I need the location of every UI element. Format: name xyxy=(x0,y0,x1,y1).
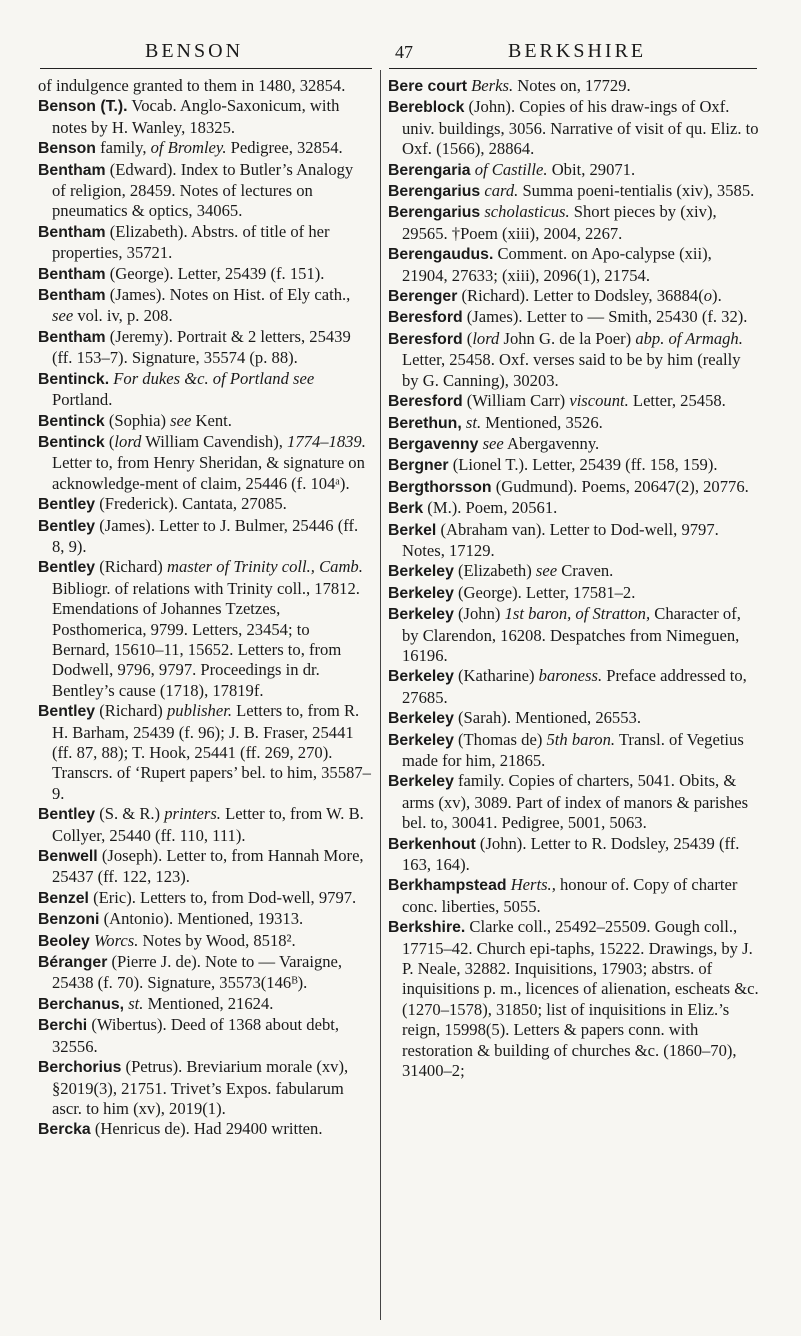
entry-text: Craven. xyxy=(557,561,614,581)
index-entry xyxy=(38,494,371,515)
index-entry xyxy=(38,909,371,930)
entry-text: baroness. xyxy=(538,666,603,686)
index-entry xyxy=(388,160,760,181)
entry-text: Short pieces by (xiv), 29565. †Poem (xiii), 2004, 2267. xyxy=(402,202,717,243)
entry-headword: Berkshire. xyxy=(388,919,466,937)
entry-text: abp. of Armagh. xyxy=(635,328,743,348)
entry-text: (Antonio). Mentioned, 19313. xyxy=(99,909,304,929)
entry-text: see xyxy=(52,306,74,326)
entry-text: Character of, by Clarendon, 16208. Despatches from Nimeguen, 16196. xyxy=(402,604,741,665)
entry-text: of Bromley. xyxy=(150,138,227,158)
right-column xyxy=(388,76,760,1082)
index-entry xyxy=(38,138,371,159)
index-entry xyxy=(38,369,371,411)
entry-text: ( xyxy=(104,431,115,451)
entry-text: lord xyxy=(472,328,500,348)
entry-text: publisher. xyxy=(166,701,232,721)
entry-text: (Eric). Letters to, from Dod-well, 9797. xyxy=(88,887,357,907)
entry-text: Transl. of Vegetius made for him, 21865. xyxy=(402,729,744,770)
entry-text: scholasticus. xyxy=(484,202,570,222)
entry-text: (Petrus). Breviarium morale (xv), §2019(3), 21751. Trivet’s Expos. fabularum ascr. to him (xv), 2019(1). xyxy=(52,1057,349,1118)
index-entry xyxy=(388,181,760,202)
index-entry xyxy=(38,1015,371,1057)
index-entry xyxy=(388,771,760,833)
entry-text: card. xyxy=(484,181,519,201)
entry-text: see xyxy=(482,433,504,453)
entry-text: Herts., xyxy=(510,875,556,895)
entry-text: see xyxy=(170,410,192,430)
header-rule-right xyxy=(389,68,757,69)
index-entry xyxy=(388,561,760,582)
header-left-word: BENSON xyxy=(145,40,244,62)
entry-headword: Berkeley xyxy=(388,563,454,581)
index-entry xyxy=(38,516,371,558)
entry-text: (Edward). Index to Butler’s Analogy of religion, 28459. Notes of lectures on pneumatics & optics, 34065. xyxy=(52,159,354,221)
index-entry xyxy=(38,557,371,701)
index-entry xyxy=(38,701,371,804)
entry-text: (Elizabeth) xyxy=(453,561,536,581)
entry-text: (S. & R.) xyxy=(95,804,165,824)
index-entry xyxy=(388,520,760,562)
entry-text: (Abraham van). Letter to Dod-well, 9797. Notes, 17129. xyxy=(402,519,719,560)
entry-headword: Berchi xyxy=(38,1017,88,1035)
entry-text: vol. iv, p. 208. xyxy=(73,306,173,326)
entry-text: Mentioned, 21624. xyxy=(143,993,274,1013)
index-entry xyxy=(38,888,371,909)
entry-text: (Jeremy). Portrait & 2 letters, 25439 (ff. 153–7). Signature, 35574 (p. 88). xyxy=(52,326,351,368)
entry-text: (Elizabeth). Abstrs. of title of her properties, 35721. xyxy=(52,221,330,263)
entry-text: (John) xyxy=(453,604,505,624)
index-entry xyxy=(388,202,760,244)
entry-headword: Bergner xyxy=(388,457,449,475)
entry-text: (James). Notes on Hist. of Ely cath., xyxy=(105,285,351,305)
index-entry xyxy=(38,327,371,369)
entry-text: (William Carr) xyxy=(462,391,570,411)
entry-text: Preface addressed to, 27685. xyxy=(402,666,747,707)
index-entry xyxy=(38,994,371,1015)
entry-headword: Berkeley xyxy=(388,731,454,749)
entry-headword: Bere court xyxy=(388,78,468,95)
entry-headword: Berkel xyxy=(388,521,437,539)
entry-headword: Berk xyxy=(388,500,424,518)
entry-text: of Castille. xyxy=(474,159,548,179)
entry-headword: Berengarius xyxy=(388,204,481,222)
entry-headword: Bentley xyxy=(38,496,96,514)
index-entry xyxy=(38,222,371,264)
entry-headword: Bentham xyxy=(38,223,106,241)
entry-text: Vocab. Anglo-Saxonicum, with notes by H. Wanley, 18325. xyxy=(52,96,340,137)
entry-text: Kent. xyxy=(191,410,232,430)
entry-headword: Béranger xyxy=(38,954,108,972)
index-entry xyxy=(38,432,371,494)
entry-headword: Bercka xyxy=(38,1121,91,1139)
entry-headword: Berengarius xyxy=(388,183,481,201)
entry-headword: Beresford xyxy=(388,330,463,348)
entry-text: Notes on, 17729. xyxy=(513,76,631,95)
index-entry xyxy=(388,604,760,666)
entry-text: o xyxy=(703,286,713,306)
index-entry xyxy=(388,498,760,519)
entry-headword: Bentinck xyxy=(38,412,105,430)
entry-text: st. xyxy=(128,993,144,1013)
entry-text: Comment. on Apo-calypse (xii), 21904, 27633; (xiii), 2096(1), 21754. xyxy=(402,244,712,285)
entry-text: (Sarah). Mentioned, 26553. xyxy=(453,708,641,728)
index-entry xyxy=(38,1119,371,1140)
entry-headword: Benson xyxy=(38,140,96,158)
index-entry xyxy=(388,286,760,307)
entry-text: (Wibertus). Deed of 1368 about debt, 32556. xyxy=(52,1015,340,1056)
entry-text: (Gudmund). Poems, 20647(2), 20776. xyxy=(491,476,749,496)
entry-text: Summa poeni-tentialis (xiv), 3585. xyxy=(518,181,755,201)
index-entry xyxy=(388,917,760,1081)
entry-headword: Berkenhout xyxy=(388,835,476,853)
page-number: 47 xyxy=(395,42,413,62)
entry-text: 1st baron, of Stratton, xyxy=(504,604,651,624)
entry-headword: Berkeley xyxy=(388,668,454,686)
entry-text: Worcs. xyxy=(93,930,139,950)
entry-headword: Bentham xyxy=(38,161,106,179)
entry-text: viscount. xyxy=(569,391,629,411)
index-entry xyxy=(388,413,760,434)
entry-text: 5th baron. xyxy=(546,729,616,749)
entry-headword: Benzel xyxy=(38,889,89,907)
entry-text: Letter, 25458. xyxy=(628,391,726,411)
entry-text: ). xyxy=(712,286,722,306)
entry-headword: Berchorius xyxy=(38,1059,122,1077)
entry-text: 1774–1839. xyxy=(287,431,366,451)
entry-headword: Berengaudus. xyxy=(388,246,494,264)
entry-headword: Berkeley xyxy=(388,773,454,791)
entry-headword: Bentham xyxy=(38,287,106,305)
entry-headword: Berkeley xyxy=(388,584,454,602)
index-entry xyxy=(388,329,760,391)
entry-text: of indulgence granted to them in 1480, 32854. xyxy=(38,76,346,95)
entry-headword: Bentham xyxy=(38,328,106,346)
entry-text: printers. xyxy=(164,804,221,824)
entry-text: (Sophia) xyxy=(104,410,171,430)
entry-headword: Berkeley xyxy=(388,710,454,728)
entry-text: (Henricus de). Had 29400 written. xyxy=(90,1119,323,1139)
entry-text: (John). Letter to R. Dodsley, 25439 (ff. 163, 164). xyxy=(402,833,740,875)
entry-text: Letters to, from R. H. Barham, 25439 (f. 96); J. B. Fraser, 25441 (ff. 87, 88); T. Hook, 25441 (ff. 269, 270). Transcrs. of ‘Rupert papers’ bel. to him, 35587–9. xyxy=(52,701,371,803)
entry-text: (George). Letter, 25439 (f. 151). xyxy=(105,263,325,283)
index-entry xyxy=(388,477,760,498)
running-header xyxy=(0,40,801,68)
index-entry xyxy=(388,244,760,286)
entry-text: John G. de la Poer) xyxy=(499,328,636,348)
entry-headword: Benzoni xyxy=(38,911,100,929)
index-entry xyxy=(388,455,760,476)
entry-headword: Beresford xyxy=(388,309,463,327)
index-entry xyxy=(388,583,760,604)
entry-text: see xyxy=(535,561,558,581)
entry-headword: Bentley xyxy=(38,806,96,824)
entry-text: Berks. xyxy=(471,76,514,95)
index-entry xyxy=(388,730,760,772)
entry-headword: Berkeley xyxy=(388,606,454,624)
entry-headword: Bentley xyxy=(38,517,96,535)
entry-headword: Benwell xyxy=(38,848,98,866)
entry-headword: Bentham xyxy=(38,265,106,283)
index-entry xyxy=(388,76,760,97)
entry-text: (John). Copies of his draw-ings of Oxf. univ. buildings, 3056. Narrative of visit of qu. Eliz. to Oxf. (1566), 28864. xyxy=(402,97,759,159)
entry-text: (Joseph). Letter to, from Hannah More, 25437 (ff. 122, 123). xyxy=(52,846,364,887)
entry-text: Pedigree, 32854. xyxy=(226,138,343,158)
entry-text: (Lionel T.). Letter, 25439 (ff. 158, 159). xyxy=(448,455,718,475)
entry-headword: Beoley xyxy=(38,932,90,950)
header-right-word: BERKSHIRE xyxy=(508,40,647,62)
entry-headword: Berethun, xyxy=(388,414,462,432)
entry-text: Letter to, from W. B. Collyer, 25440 (ff. 110, 111). xyxy=(52,804,364,845)
entry-text: (James). Letter to — Smith, 25430 (f. 32). xyxy=(462,307,748,327)
index-entry xyxy=(38,411,371,432)
entry-text: (Richard) xyxy=(95,557,167,577)
index-entry xyxy=(38,264,371,285)
entry-text: Letter, 25458. Oxf. verses said to be by him (really by G. Canning), 30203. xyxy=(402,350,741,390)
entry-text: Letter to, from Henry Sheridan, & signature on acknowledge-ment of claim, 25446 (f. 104ᵃ). xyxy=(52,453,365,493)
entry-text: (Katharine) xyxy=(453,666,539,686)
header-rule-left xyxy=(40,68,372,69)
entry-text: (Richard). Letter to Dodsley, 36884( xyxy=(457,286,704,306)
entry-text: Mentioned, 3526. xyxy=(481,412,603,432)
entry-headword: Bereblock xyxy=(388,99,465,117)
entry-text: For dukes &c. of Portland see xyxy=(113,368,315,388)
entry-text: Notes by Wood, 8518². xyxy=(138,930,296,950)
entry-headword: Berengaria xyxy=(388,161,471,179)
left-column xyxy=(38,76,371,1141)
entry-text: (Pierre J. de). Note to — Varaigne, 25438 (f. 70). Signature, 35573(146ᴮ). xyxy=(52,952,343,993)
index-entry xyxy=(38,160,371,222)
index-entry xyxy=(388,708,760,729)
entry-text: Clarke coll., 25492–25509. Gough coll., 17715–42. Church epi-taphs, 15222. Drawings, by J. P. Neale, 32882. Inquisitions, 17903; abstrs. of inquisitions p. m., licences of alienation, escheats &c. (1270–1578), 31850; list of inquisitions in Eliz.’s reign, 15998(5). Letters & papers conn. with restoration & building of churches &c. (1860–70), 31400–2; xyxy=(402,917,759,1081)
entry-text: Portland. xyxy=(52,390,113,410)
index-entry xyxy=(388,391,760,412)
index-entry xyxy=(38,1057,371,1119)
entry-text: (Richard) xyxy=(95,701,167,721)
entry-text: st. xyxy=(465,412,482,432)
entry-text: family. Copies of charters, 5041. Obits, & arms (xv), 3089. Part of index of manors & parishes bel. to, 30041. Pedigree, 5001, 5063. xyxy=(402,771,749,833)
entry-text: (Thomas de) xyxy=(453,729,547,749)
entry-headword: Bentley xyxy=(38,559,96,577)
column-divider xyxy=(380,70,381,1320)
entry-text: (James). Letter to J. Bulmer, 25446 (ff. 8, 9). xyxy=(52,515,359,556)
index-entry xyxy=(38,846,371,888)
entry-headword: Benson (T.). xyxy=(38,98,128,116)
entry-text: ( xyxy=(462,328,473,348)
index-entry xyxy=(388,666,760,708)
entry-headword: Beresford xyxy=(388,393,463,411)
index-entry xyxy=(38,285,371,327)
index-entry xyxy=(38,952,371,994)
entry-headword: Berchanus, xyxy=(38,995,125,1013)
entry-headword: Berkhampstead xyxy=(388,877,507,895)
index-entry xyxy=(388,434,760,455)
entry-text: William Cavendish), xyxy=(141,431,288,451)
entry-headword: Bergavenny xyxy=(388,435,479,453)
entry-text: Bibliogr. of relations with Trinity coll., 17812. Emendations of Johannes Tzetzes, Posthomerica, 9799. Letters, 23454; to Bernard, 15610–11, 15652. Letters to, from Dodwell, 9796, 9797. Proceedings in dr. Bentley’s cause (1718), 17819f. xyxy=(52,578,360,700)
entry-headword: Bentinck xyxy=(38,433,105,451)
entry-text: master of Trinity coll., Camb. xyxy=(166,557,363,577)
entry-text: (Frederick). Cantata, 27085. xyxy=(95,494,287,514)
index-entry xyxy=(388,307,760,328)
entry-headword: Berenger xyxy=(388,288,458,306)
index-entry xyxy=(38,931,371,952)
entry-headword: Bergthorsson xyxy=(388,478,492,496)
entry-text: lord xyxy=(114,431,142,451)
index-entry xyxy=(38,96,371,138)
entry-text: (George). Letter, 17581–2. xyxy=(453,582,636,602)
entry-text: family, xyxy=(95,138,151,158)
index-entry xyxy=(388,834,760,876)
entry-text: honour of. Copy of charter conc. liberties, 5055. xyxy=(402,875,738,916)
entry-text: Obit, 29071. xyxy=(547,159,636,179)
index-entry xyxy=(38,76,371,96)
entry-headword: Bentley xyxy=(38,703,96,721)
entry-text: Abergavenny. xyxy=(503,433,600,453)
index-entry xyxy=(388,97,760,159)
index-entry xyxy=(38,804,371,846)
entry-headword: Bentinck. xyxy=(38,370,110,388)
entry-text: (M.). Poem, 20561. xyxy=(423,498,558,518)
index-entry xyxy=(388,875,760,917)
